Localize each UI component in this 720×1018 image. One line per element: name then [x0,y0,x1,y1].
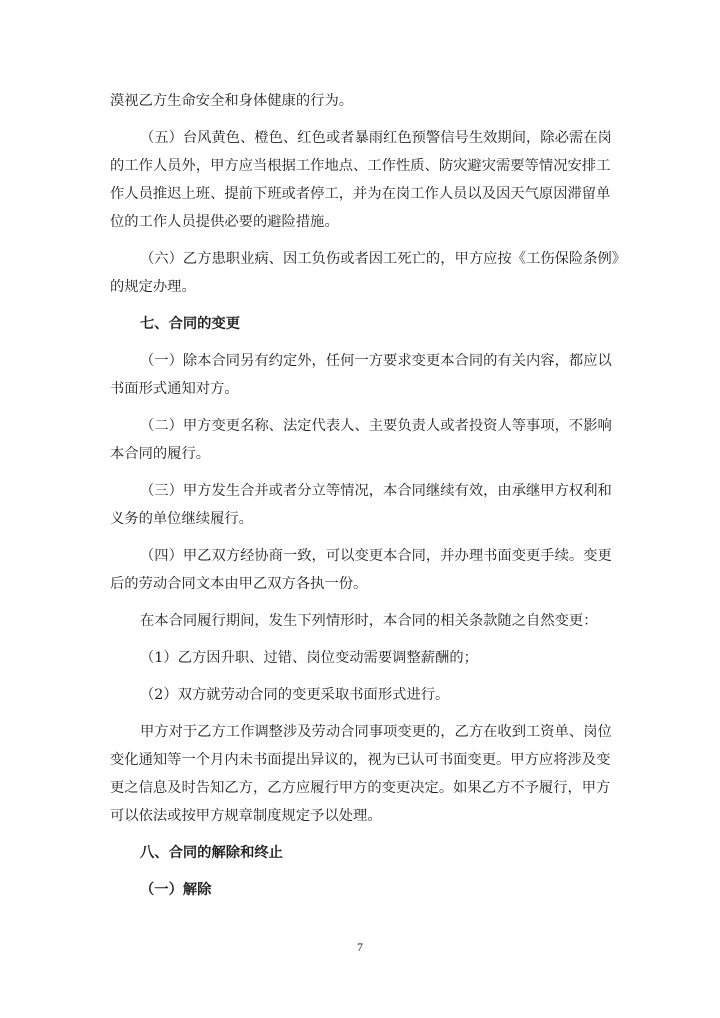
text-line: （六）乙方患职业病、因工负伤或者因工死亡的，甲方应按《工伤保险条例》 [140,251,627,267]
text-line: 变化通知等一个月内未书面提出异议的，视为已认可书面变更。甲方应将涉及变 [110,752,611,768]
section-heading [110,876,610,904]
text-line: （五）台风黄色、橙色、红色或者暴雨红色预警信号生效期间，除必需在岗 [140,130,612,146]
paragraph [110,124,610,236]
text-line: 更之信息及时告知乙方，乙方应履行甲方的变更决定。如果乙方不予履行，甲方 [110,780,611,796]
text-line: 的规定办理。 [110,279,196,295]
document-page [110,87,627,913]
text-line: 作人员推迟上班、提前下班或者停工，并为在岗工作人员以及因天气原因滞留单 [110,186,611,202]
section-heading [110,839,610,867]
text-line: 的工作人员外，甲方应当根据工作地点、工作性质、防灾避灾需要等情况安排工 [110,158,611,174]
paragraph [110,87,610,115]
text-line: （三）甲方发生合并或者分立等情况，本合同继续有效，由承继甲方权利和 [140,483,612,499]
text-line: （一）解除 [140,882,212,898]
text-line: 义务的单位继续履行。 [110,511,253,527]
text-line: 七、合同的变更 [140,316,241,332]
text-line: 可以依法或按甲方规章制度规定予以处理。 [110,808,382,824]
section-heading [110,310,610,338]
text-line: 后的劳动合同文本由甲乙双方各执一份。 [110,576,368,592]
text-line: 甲方对于乙方工作调整涉及劳动合同事项变更的，乙方在收到工资单、岗位 [140,724,612,740]
text-line: （2）双方就劳动合同的变更采取书面形式进行。 [140,687,450,703]
paragraph [110,644,610,672]
text-line: 位的工作人员提供必要的避险措施。 [110,214,339,230]
text-line: （四）甲乙双方经协商一致，可以变更本合同，并办理书面变更手续。变更 [140,548,612,564]
paragraph [110,477,610,533]
text-line: （二）甲方变更名称、法定代表人、主要负责人或者投资人等事项，不影响 [140,418,612,434]
text-line: 书面形式通知对方。 [110,381,239,397]
paragraph [110,412,610,468]
text-line: （1）乙方因升职、过错、岗位变动需要调整薪酬的； [140,650,478,666]
paragraph [110,245,627,301]
text-line: 八、合同的解除和终止 [140,845,283,861]
text-line: （一）除本合同另有约定外，任何一方要求变更本合同的有关内容，都应以 [140,353,612,369]
paragraph [110,607,610,635]
text-line: 漠视乙方生命安全和身体健康的行为。 [110,93,354,109]
paragraph [110,681,610,709]
text-line: 在本合同履行期间，发生下列情形时，本合同的相关条款随之自然变更： [140,613,598,629]
paragraph [110,718,610,830]
paragraph [110,542,610,598]
text-line: 本合同的履行。 [110,446,211,462]
paragraph [110,347,610,403]
page-number: 7 [357,940,363,954]
